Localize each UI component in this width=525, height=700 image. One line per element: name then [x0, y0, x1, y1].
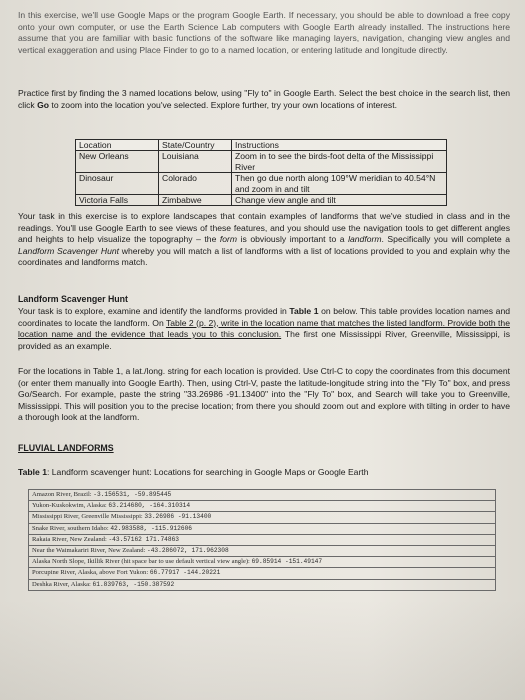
locations-paragraph: For the locations in Table 1, a lat./long. string for each location is provided. Use Ctrl-C to copy the coordinates from this document (or enter them manually into Google Earth). Then, using Ctrl-V, paste the latitude-longitude string into the "Fly To" box, and press Go/Search. For example, paste the string "33.26986 -91.13400" into the "Fly To" box, and Search will take you to Greenville, Mississippi. This will position you to the precise location; from there you should zoom out and explore with tilting in order to have a thorough look at the landform. — [18, 366, 510, 423]
practice-paragraph — [18, 88, 510, 111]
table-row — [29, 579, 496, 590]
table-row — [29, 490, 496, 501]
coord-place: Rakaia River, New Zealand: — [32, 535, 107, 543]
state-cell: Zimbabwe — [159, 195, 232, 206]
coord-value: 66.77917 -144.20221 — [149, 569, 221, 577]
header-location: Location — [76, 140, 159, 151]
hunt-paragraph — [18, 306, 510, 352]
coord-place: Snake River, southern Idaho: — [32, 524, 109, 532]
table1-reference: Table 1 — [289, 306, 319, 316]
practice-text-b: to zoom into the location you've selected. Explore further, try your own locations of interest. — [49, 99, 398, 110]
hunt-text-c: The first one Mississippi River, Greenville, Mississippi, is provided as an example. — [18, 329, 511, 351]
coord-place: Porcupine River, Alaska, above Fort Yukon: — [32, 569, 149, 577]
instructions-cell: Then go due north along 109°W meridian to 40.54°N and zoom in and tilt — [232, 173, 447, 195]
table-row — [29, 501, 496, 512]
coord-value: 63.214680, -164.310314 — [108, 502, 191, 510]
table1-caption — [18, 467, 368, 477]
coordinates-table — [28, 489, 496, 591]
fluvial-landforms-heading: FLUVIAL LANDFORMS — [18, 443, 114, 453]
table-row — [76, 173, 447, 195]
table1-caption-label: Table 1 — [18, 467, 47, 477]
scavenger-hunt-heading: Landform Scavenger Hunt — [18, 294, 128, 304]
task-text-d: whereby you will match a list of landforms with a list of locations provided to you and explain why the coordinates and landforms match. — [18, 245, 510, 268]
table-row — [76, 151, 447, 173]
coord-value: -3.156531, -59.895445 — [93, 491, 172, 498]
coord-value: 69.85914 -151.49147 — [251, 558, 323, 566]
location-cell: Dinosaur — [76, 173, 159, 195]
table-row — [29, 512, 496, 523]
location-cell: New Orleans — [76, 151, 159, 173]
coord-value: 42.983588, -115.912606 — [110, 524, 193, 532]
task-text-b: is obviously important to a — [237, 234, 349, 245]
table-row — [29, 523, 496, 534]
header-instructions: Instructions — [232, 140, 447, 151]
header-state-country: State/Country — [159, 140, 232, 151]
hunt-text-b: on below. This table provides location names and coordinates to locate the landform. On — [18, 306, 511, 328]
coord-place: Mississippi River, Greenville Mississippi: — [32, 513, 143, 521]
coord-value: 61.839763, -150.387592 — [92, 580, 175, 588]
intro-paragraph — [18, 10, 510, 56]
coord-value: 33.26986 -91.13400 — [144, 513, 212, 521]
practice-text-a: Practice first by finding the 3 named locations below, using "Fly to" in Google Earth. Select the best choice in the search list, then click — [18, 88, 510, 110]
task-form-emphasis: form — [219, 234, 238, 245]
table-row — [29, 557, 496, 568]
practice-locations-table — [75, 139, 447, 206]
task-hunt-emphasis: Landform Scavenger Hunt — [18, 245, 120, 256]
table-row — [29, 568, 496, 579]
instructions-cell: Zoom in to see the birds-foot delta of the Mississippi River — [232, 151, 447, 173]
table-row — [29, 546, 496, 557]
table-row — [29, 534, 496, 545]
coord-value: -43.286072, 171.962308 — [146, 547, 229, 555]
table-row — [76, 195, 447, 206]
page-shadow — [0, 600, 525, 700]
coord-place: Yukon-Kuskokwim, Alaska: — [32, 502, 107, 510]
coord-place: Deshka River, Alaska: — [32, 580, 91, 588]
task-text-c: . Specifically you will complete a — [381, 234, 510, 245]
coord-value: -43.57162 171.74863 — [108, 535, 180, 543]
table2-instruction: Table 2 (p. 2), write in the location name that matches the listed landform. Provide both the location name and the evidence that leads you to this conclusion. — [18, 317, 510, 340]
task-landform-emphasis: landform — [348, 234, 382, 245]
location-cell: Victoria Falls — [76, 195, 159, 206]
coord-place: Amazon River, Brazil: — [32, 491, 92, 498]
task-paragraph — [18, 211, 510, 269]
intro-text: In this exercise, we'll use Google Maps or the program Google Earth. If necessary, you should be able to download a free copy onto your own computer, or use the Earth Science Lab computers with Google Earth already installed. The instructions here assume that you are familiar with basic functions of the software like managing layers, navigation, changing view angles and vertical exaggeration and using Place Finder to go to a named location, or entering latitude and longitude directly. — [18, 10, 510, 55]
hunt-text-a: Your task is to explore, examine and identify the landforms provided in — [18, 306, 290, 316]
state-cell: Colorado — [159, 173, 232, 195]
go-keyword: Go — [37, 99, 50, 110]
state-cell: Louisiana — [159, 151, 232, 173]
coord-place: Near the Waimakariri River, New Zealand: — [32, 547, 146, 555]
task-text-a: Your task in this exercise is to explore landscapes that contain examples of landforms that we've studied in class and in the readings. You'll use Google Earth to see views of these features, and you should use the navigation tools to get different angles and heights to help visualize the topography – the — [18, 211, 510, 245]
coord-place: Alaska North Slope, Ikillik River (hit space bar to use default vertical view angle): — [32, 558, 250, 566]
table1-caption-text: : Landform scavenger hunt: Locations for searching in Google Maps or Google Earth — [46, 467, 369, 477]
instructions-cell: Change view angle and tilt — [232, 195, 447, 206]
table-header-row — [76, 140, 447, 151]
